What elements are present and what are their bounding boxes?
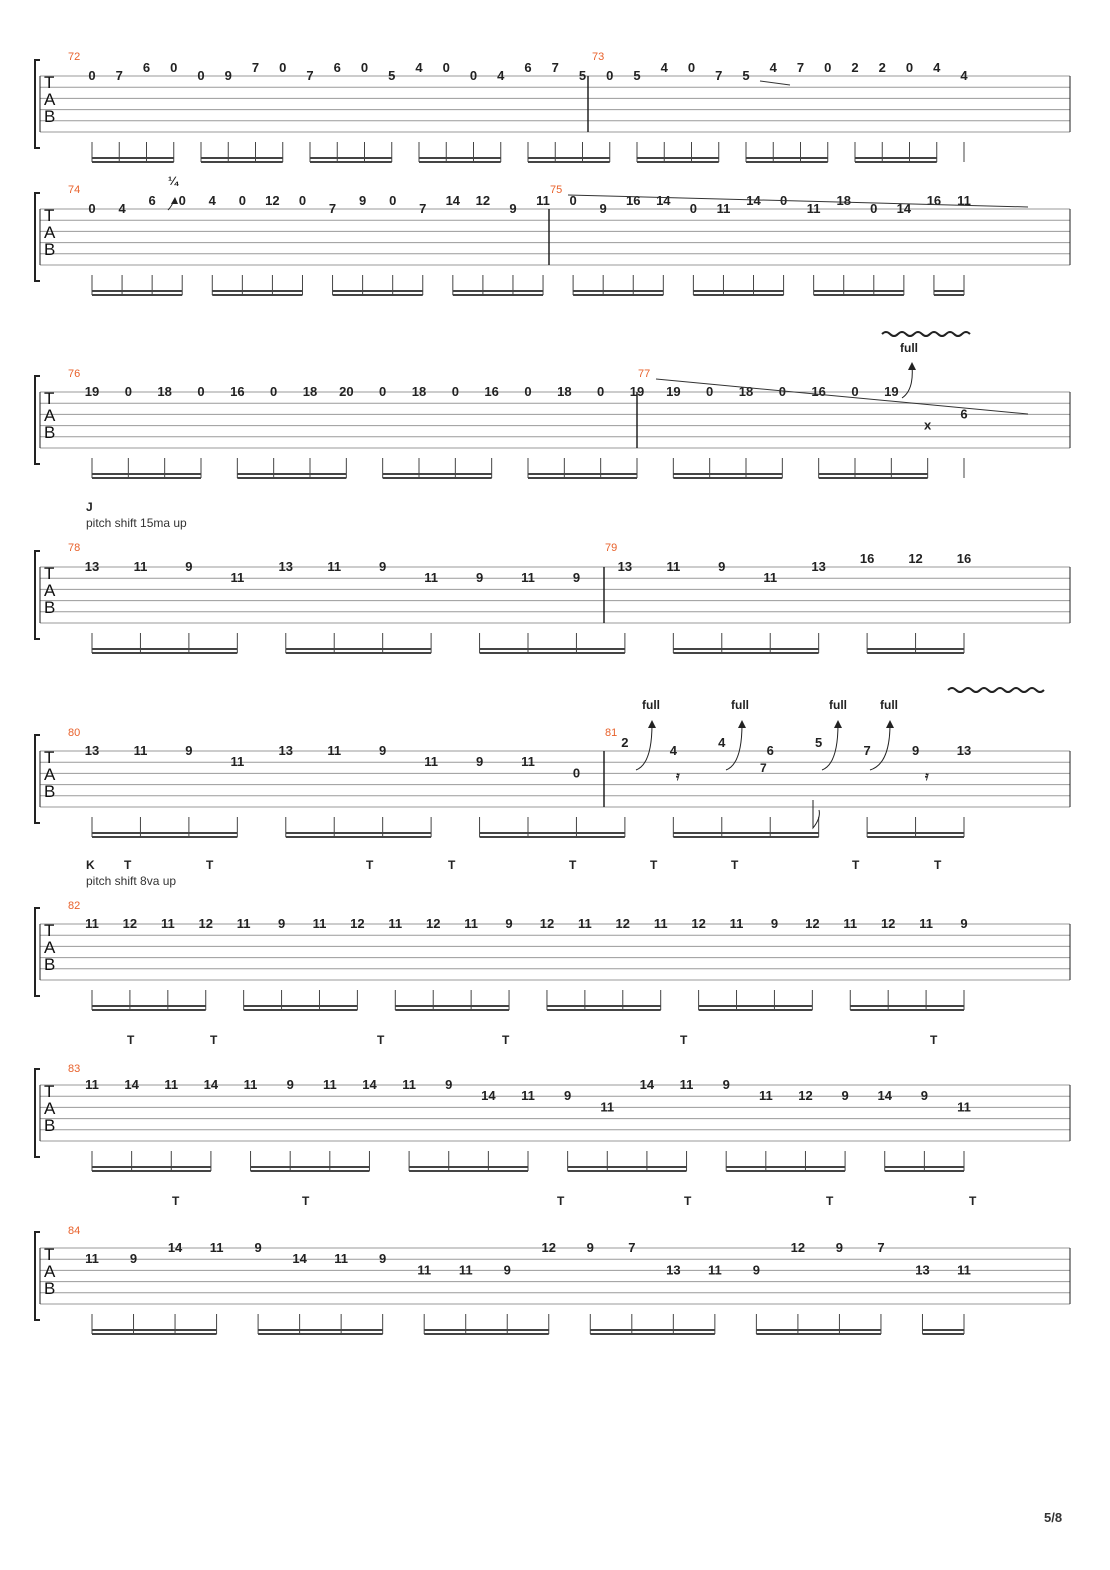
tab-clef-letter: T (44, 748, 55, 767)
measure-number: 83 (68, 1063, 81, 1075)
fret-number: 9 (475, 570, 484, 586)
fret-number: 13 (956, 743, 972, 758)
fret-number: 11 (577, 916, 592, 931)
technique-annotation: T (557, 1194, 565, 1208)
fret-number: 0 (469, 68, 478, 83)
fret-number: 16 (230, 384, 245, 399)
fret-number: 13 (278, 559, 294, 574)
fret-number: 11 (806, 201, 821, 216)
technique-annotation: T (127, 1033, 135, 1047)
fret-number: 6 (142, 60, 151, 75)
tab-clef-letter: A (44, 90, 56, 109)
fret-number: 0 (687, 60, 696, 75)
fret-number: 9 (718, 559, 726, 574)
fret-number: 11 (653, 916, 668, 931)
fret-number: 2 (851, 60, 859, 75)
tab-systems (35, 51, 1070, 1334)
technique-annotation: T (502, 1033, 510, 1047)
fret-number: 9 (599, 201, 607, 216)
tab-clef-letter: B (44, 782, 56, 801)
fret-number: 11 (729, 916, 744, 931)
fret-number: 11 (763, 570, 778, 586)
fret-number: 9 (911, 743, 920, 758)
fret-number: 0 (124, 384, 132, 399)
fret-number: 0 (197, 384, 205, 399)
tab-clef-letter: A (44, 1099, 56, 1118)
tab-system (35, 1033, 1070, 1171)
fret-number: 11 (666, 559, 681, 574)
fret-number: 14 (362, 1077, 377, 1092)
fret-number: 9 (564, 1088, 572, 1104)
system-bracket (35, 908, 40, 996)
fret-number: 7 (306, 68, 314, 83)
tab-system (35, 1194, 1070, 1334)
fret-number: 9 (224, 68, 232, 83)
fret-number: 12 (475, 193, 491, 208)
tab-system (35, 341, 1070, 478)
technique-annotation: T (206, 858, 214, 872)
fret-number: 11 (417, 1262, 432, 1278)
tab-clef-letter: B (44, 1279, 56, 1298)
fret-number: 18 (557, 384, 572, 399)
fret-number: 13 (278, 743, 294, 758)
fret-number: 14 (639, 1077, 655, 1092)
fret-number: 0 (778, 384, 786, 399)
fret-number: 11 (758, 1088, 773, 1104)
fret-number: 0 (597, 384, 605, 399)
fret-number: 9 (505, 916, 513, 931)
fret-number: 12 (805, 916, 820, 931)
fret-number: 14 (656, 193, 671, 208)
fret-number: 11 (160, 916, 175, 931)
fret-number: 9 (379, 559, 387, 574)
fret-number: 14 (746, 193, 761, 208)
fret-number: 9 (185, 559, 193, 574)
fret-number: 4 (118, 201, 126, 216)
tab-clef-letter: B (44, 1116, 56, 1135)
fret-number: 0 (572, 765, 581, 781)
fret-number: 7 (419, 201, 427, 216)
measure-number: 76 (68, 368, 81, 380)
effect-text: pitch shift 15ma up (86, 516, 187, 530)
technique-annotation: ¼ (168, 174, 179, 188)
fret-number: 7 (863, 743, 871, 758)
fret-number: 7 (796, 60, 805, 75)
fret-number: 18 (411, 384, 427, 399)
fret-number: 6 (148, 193, 156, 208)
vibrato-icon (882, 332, 970, 336)
fret-number: 0 (197, 68, 205, 83)
measure-number: 72 (68, 51, 81, 63)
fret-number: 11 (424, 754, 438, 770)
fret-number: 6 (333, 60, 341, 75)
fret-number: 12 (908, 551, 923, 566)
fret-number: 5 (578, 68, 587, 83)
fret-number: 0 (451, 384, 459, 399)
fret-number: 0 (238, 193, 246, 208)
fret-number: 12 (350, 916, 365, 931)
system-bracket (35, 735, 40, 823)
bend-arrow-icon (902, 366, 912, 398)
fret-number: 9 (379, 743, 387, 758)
fret-number: 14 (445, 193, 461, 208)
fret-number: 11 (133, 559, 148, 574)
fret-number: 12 (425, 916, 441, 931)
fret-number: 11 (536, 193, 550, 208)
fret-number: 0 (851, 384, 859, 399)
measure-number: 74 (68, 184, 81, 196)
fret-number: 9 (960, 916, 968, 931)
fret-number: 11 (327, 559, 342, 574)
tab-clef-letter: T (44, 1082, 55, 1101)
fret-number: 11 (600, 1099, 615, 1115)
fret-number: 9 (185, 743, 193, 758)
fret-number: 12 (122, 916, 138, 931)
fret-number: 4 (960, 68, 968, 83)
fret-number: 9 (752, 1262, 760, 1278)
fret-number: 9 (286, 1077, 294, 1092)
technique-annotation: T (172, 1194, 180, 1208)
fret-number: 7 (328, 201, 337, 216)
tab-clef-letter: B (44, 598, 56, 617)
tab-clef-letter: T (44, 73, 55, 92)
fret-number: 5 (388, 68, 396, 83)
rest-icon: 𝄿 (676, 769, 680, 783)
fret-number: 13 (915, 1262, 930, 1278)
fret-number: 12 (790, 1240, 806, 1255)
fret-number: 0 (298, 193, 307, 208)
bend-arrow-icon (726, 724, 742, 770)
tab-clef-letter: A (44, 938, 56, 957)
fret-number: 0 (706, 384, 714, 399)
fret-number: 14 (203, 1077, 219, 1092)
fret-number: 19 (629, 384, 645, 399)
fret-number: 0 (279, 60, 287, 75)
system-bracket (35, 551, 40, 639)
technique-annotation: full (829, 698, 847, 712)
fret-number: 11 (402, 1077, 416, 1092)
fret-number: 18 (836, 193, 851, 208)
tab-clef-letter: T (44, 921, 55, 940)
tab-system (35, 858, 1070, 1010)
tab-clef-letter: A (44, 406, 56, 425)
fret-number: 16 (926, 193, 942, 208)
fret-number: 13 (617, 559, 633, 574)
fret-number: 14 (167, 1240, 183, 1255)
fret-number: 11 (85, 1251, 99, 1267)
vibrato-icon (948, 688, 1044, 692)
fret-number: 4 (415, 60, 423, 75)
tab-system (35, 500, 1070, 653)
fret-number: 9 (359, 193, 367, 208)
technique-annotation: T (731, 858, 739, 872)
fret-number: 11 (334, 1251, 349, 1267)
fret-number: 11 (424, 570, 438, 586)
fret-number: 11 (716, 201, 731, 216)
measure-number: 81 (605, 727, 618, 739)
fret-number: 11 (209, 1240, 224, 1255)
fret-number: 0 (170, 60, 178, 75)
fret-number: 11 (957, 1099, 971, 1115)
effect-text: pitch shift 8va up (86, 874, 177, 888)
fret-number: 11 (85, 1077, 99, 1092)
tab-clef-letter: B (44, 955, 56, 974)
system-bracket (35, 1069, 40, 1157)
fret-number: 11 (327, 743, 342, 758)
fret-number: 12 (798, 1088, 813, 1104)
fret-number: 11 (521, 1088, 535, 1104)
fret-number: 18 (302, 384, 318, 399)
bend-arrow-icon (870, 724, 890, 770)
fret-number: 9 (503, 1262, 511, 1278)
fret-number: 5 (742, 68, 750, 83)
fret-number: 0 (689, 201, 697, 216)
fret-number: 14 (896, 201, 912, 216)
fret-number: 2 (621, 735, 629, 750)
fret-number: 0 (360, 60, 369, 75)
tab-clef-letter: A (44, 223, 56, 242)
technique-annotation: T (448, 858, 456, 872)
fret-number: 12 (691, 916, 706, 931)
fret-number: 16 (956, 551, 972, 566)
fret-number: 14 (124, 1077, 139, 1092)
fret-number: 4 (208, 193, 216, 208)
fret-number: 13 (811, 559, 826, 574)
fret-number: 4 (660, 60, 668, 75)
fret-number: 9 (129, 1251, 138, 1267)
fret-number: 0 (779, 193, 788, 208)
measure-number: 80 (68, 727, 81, 739)
measure-number: 79 (605, 542, 618, 554)
fret-number: 11 (243, 1077, 258, 1092)
fret-number: 6 (766, 743, 774, 758)
tab-system (35, 174, 1070, 295)
fret-number: 9 (586, 1240, 594, 1255)
fret-number: 0 (88, 201, 96, 216)
fret-number: 19 (84, 384, 100, 399)
fret-number: 7 (551, 60, 559, 75)
fret-number: 6 (960, 406, 968, 422)
tab-clef-letter: T (44, 206, 55, 225)
fret-number: 11 (312, 916, 327, 931)
technique-annotation: T (826, 1194, 834, 1208)
fret-number: 2 (878, 60, 886, 75)
fret-number: 11 (707, 1262, 722, 1278)
technique-annotation: full (731, 698, 749, 712)
fret-number: 0 (379, 384, 387, 399)
fret-number: 13 (84, 743, 100, 758)
technique-annotation: T (852, 858, 860, 872)
fret-number: 12 (265, 193, 280, 208)
fret-number: 9 (445, 1077, 453, 1092)
fret-number: 0 (606, 68, 614, 83)
tab-clef-letter: A (44, 1262, 56, 1281)
measure-number: 75 (550, 184, 563, 196)
technique-annotation: full (642, 698, 660, 712)
fret-number: 12 (198, 916, 213, 931)
fret-number: 9 (254, 1240, 262, 1255)
technique-annotation: T (377, 1033, 385, 1047)
technique-annotation: full (900, 341, 918, 355)
system-bracket (35, 1232, 40, 1320)
tab-clef-letter: A (44, 765, 56, 784)
fret-number: 7 (877, 1240, 885, 1255)
fret-number: 14 (292, 1251, 307, 1267)
technique-annotation: T (650, 858, 658, 872)
fret-number: 0 (442, 60, 450, 75)
measure-number: 77 (638, 368, 651, 380)
fret-number: 11 (843, 916, 858, 931)
fret-number: 12 (541, 1240, 556, 1255)
fret-number: 14 (481, 1088, 496, 1104)
measure-number: 73 (592, 51, 605, 63)
tab-clef-letter: B (44, 423, 56, 442)
system-bracket (35, 376, 40, 464)
fret-number: 11 (521, 570, 535, 586)
fret-number: 9 (572, 570, 581, 586)
fret-number: 19 (884, 384, 899, 399)
rehearsal-mark: K (86, 858, 95, 872)
fret-number: 4 (669, 743, 677, 758)
fret-number: 4 (718, 735, 726, 750)
fret-number: 11 (133, 743, 148, 758)
system-bracket (35, 193, 40, 281)
fret-number: 11 (236, 916, 251, 931)
fret-number: 0 (178, 193, 186, 208)
fret-number: 0 (88, 68, 96, 83)
technique-annotation: full (880, 698, 898, 712)
fret-number: 11 (957, 1262, 971, 1278)
measure-number: 82 (68, 900, 81, 912)
fret-number: 0 (870, 201, 878, 216)
fret-number: 7 (715, 68, 723, 83)
fret-number: 11 (230, 754, 245, 770)
technique-annotation: T (366, 858, 374, 872)
measure-number: 84 (68, 1225, 81, 1237)
fret-number: 0 (389, 193, 397, 208)
fret-number: 0 (569, 193, 577, 208)
fret-number: 4 (497, 68, 505, 83)
fret-number: 11 (85, 916, 99, 931)
measure-number: 78 (68, 542, 81, 554)
fret-number: 6 (524, 60, 532, 75)
technique-annotation: T (969, 1194, 977, 1208)
fret-number: 11 (679, 1077, 694, 1092)
rest-icon: 𝄿 (925, 769, 929, 783)
fret-number: 0 (524, 384, 532, 399)
fret-number: 11 (464, 916, 479, 931)
fret-number: 7 (628, 1240, 636, 1255)
fret-number: x (924, 417, 932, 433)
fret-number: 11 (919, 916, 933, 931)
fret-number: 16 (484, 384, 499, 399)
technique-annotation: T (684, 1194, 692, 1208)
tab-system (35, 698, 1070, 837)
fret-number: 16 (859, 551, 875, 566)
fret-number: 11 (322, 1077, 337, 1092)
fret-number: 9 (379, 1251, 387, 1267)
rehearsal-mark: J (86, 500, 93, 514)
system-bracket (35, 60, 40, 148)
fret-number: 13 (84, 559, 100, 574)
fret-number: 20 (339, 384, 354, 399)
rest-icon: 7 (760, 761, 767, 775)
fret-number: 19 (666, 384, 681, 399)
tab-clef-letter: B (44, 107, 56, 126)
fret-number: 7 (251, 60, 260, 75)
fret-number: 4 (933, 60, 941, 75)
tab-clef-letter: T (44, 1245, 55, 1264)
fret-number: 9 (277, 916, 286, 931)
fret-number: 9 (509, 201, 517, 216)
fret-number: 0 (905, 60, 914, 75)
fret-number: 9 (920, 1088, 928, 1104)
fret-number: 9 (770, 916, 779, 931)
fret-number: 11 (957, 193, 971, 208)
fret-number: 11 (164, 1077, 179, 1092)
fret-number: 9 (475, 754, 484, 770)
fret-number: 18 (157, 384, 172, 399)
bend-arrow-icon (636, 724, 652, 770)
page-number: 5/8 (1044, 1510, 1063, 1525)
fret-number: 12 (539, 916, 555, 931)
fret-number: 16 (811, 384, 826, 399)
technique-annotation: T (930, 1033, 938, 1047)
fret-number: 9 (722, 1077, 730, 1092)
fret-number: 11 (230, 570, 245, 586)
fret-number: 11 (458, 1262, 473, 1278)
tab-clef-letter: A (44, 581, 56, 600)
fret-number: 11 (388, 916, 403, 931)
fret-number: 5 (815, 735, 823, 750)
fret-number: 18 (738, 384, 754, 399)
tab-clef-letter: T (44, 389, 55, 408)
technique-annotation: T (124, 858, 132, 872)
fret-number: 7 (115, 68, 123, 83)
fret-number: 9 (835, 1240, 844, 1255)
technique-annotation: T (680, 1033, 688, 1047)
fret-number: 5 (633, 68, 641, 83)
technique-annotation: T (569, 858, 577, 872)
fret-number: 14 (877, 1088, 892, 1104)
bend-arrow-icon (822, 724, 838, 770)
fret-number: 4 (769, 60, 777, 75)
fret-number: 13 (666, 1262, 681, 1278)
fret-number: 9 (841, 1088, 849, 1104)
technique-annotation: T (210, 1033, 218, 1047)
fret-number: 0 (824, 60, 832, 75)
fret-number: 12 (880, 916, 896, 931)
fret-number: 12 (615, 916, 631, 931)
fret-number: 0 (270, 384, 278, 399)
technique-annotation: T (934, 858, 942, 872)
technique-annotation: T (302, 1194, 310, 1208)
tab-system (35, 51, 1070, 162)
tab-clef-letter: B (44, 240, 56, 259)
tab-clef-letter: T (44, 564, 55, 583)
fret-number: 16 (626, 193, 641, 208)
fret-number: 11 (521, 754, 535, 770)
